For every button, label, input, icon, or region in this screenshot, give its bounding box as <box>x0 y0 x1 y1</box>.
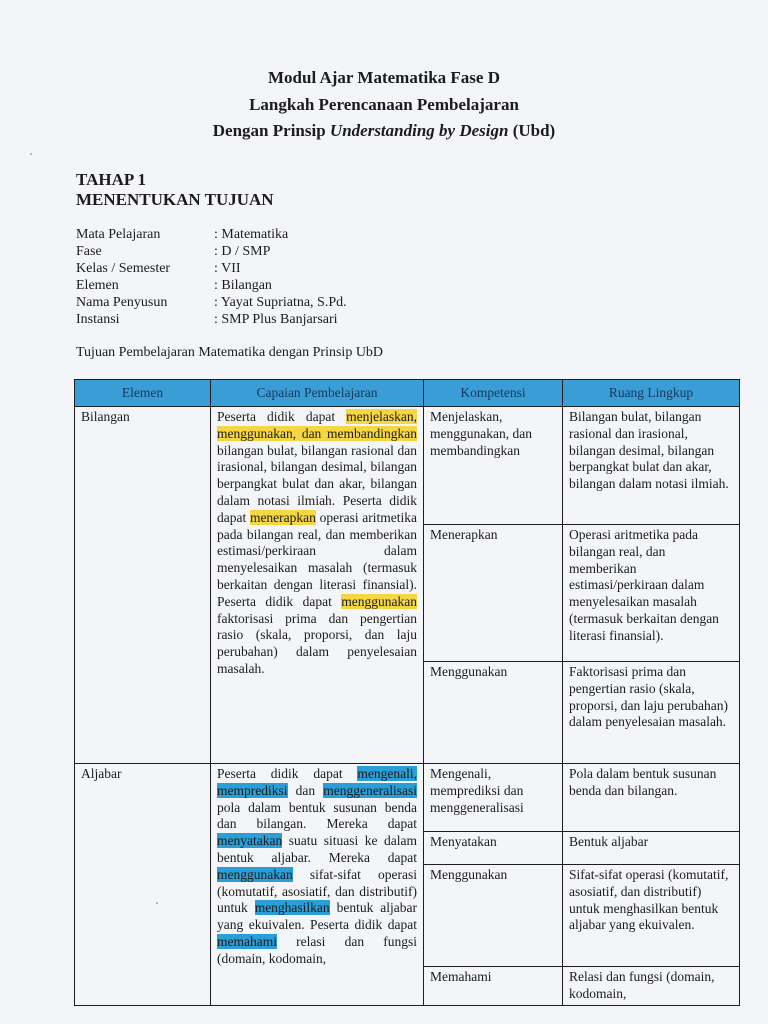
highlighted-verb: menggunakan <box>217 866 293 882</box>
highlighted-verb: menyatakan <box>217 833 283 849</box>
ruang-lingkup-cell: Operasi aritmetika pada bilangan real, dan memberikan estimasi/perkiraan dalam menyelesaikan masalah (termasuk berkaitan dengan literasi finansial). <box>563 525 740 662</box>
scan-speck <box>156 902 158 904</box>
kompetensi-cell: Menerapkan <box>424 525 563 662</box>
identity-row <box>76 277 347 294</box>
identity-key: Elemen <box>76 278 119 293</box>
identity-value: : Matematika <box>214 227 289 242</box>
kompetensi-cell: Menjelaskan, menggunakan, dan membandingkan <box>424 407 563 525</box>
identity-value: : Bilangan <box>214 278 272 293</box>
table-intro: Tujuan Pembelajaran Matematika dengan Prinsip UbD <box>76 345 384 360</box>
elemen-cell: Aljabar <box>75 764 211 1006</box>
highlighted-verb: menggunakan <box>341 593 417 609</box>
kompetensi-cell: Menyatakan <box>424 832 563 865</box>
highlighted-verb: menjelaskan, menggunakan, dan membandingkan <box>217 409 417 441</box>
kompetensi-cell: Menggunakan <box>424 662 563 764</box>
header-kompetensi: Kompetensi <box>424 380 563 407</box>
scan-speck <box>30 153 32 155</box>
ruang-lingkup-cell: Bentuk aljabar <box>563 832 740 865</box>
identity-key: Nama Penyusun <box>76 295 168 310</box>
identity-row <box>76 226 347 243</box>
identity-key: Instansi <box>76 312 120 327</box>
identity-key: Mata Pelajaran <box>76 227 161 242</box>
highlighted-verb: memahami <box>217 933 277 949</box>
module-subtitle: Langkah Perencanaan Pembelajaran <box>249 95 519 114</box>
module-title: Modul Ajar Matematika Fase D <box>268 68 500 87</box>
capaian-cell: Peserta didik dapat mengenali, memprediksi dan menggeneralisasi pola dalam bentuk susunan benda dan bilangan. Mereka dapat menyatakan suatu situasi ke dalam bentuk aljabar. Mereka dapat menggunakan sifat-sifat operasi (komutatif, asosiatif, dan distributif) untuk menghasilkan bentuk aljabar yang ekuivalen. Peserta didik dapat memahami relasi dan fungsi (domain, kodomain, <box>211 764 424 1006</box>
kompetensi-cell: Menggunakan <box>424 865 563 967</box>
stage-number: TAHAP 1 <box>76 170 147 189</box>
table-row <box>75 407 740 525</box>
identity-row <box>76 243 347 260</box>
table-row <box>75 764 740 832</box>
elemen-cell: Bilangan <box>75 407 211 764</box>
learning-objectives-table <box>74 379 740 1006</box>
highlighted-verb: menggeneralisasi <box>323 782 417 798</box>
stage-title: MENENTUKAN TUJUAN <box>76 190 274 209</box>
ruang-lingkup-cell: Pola dalam bentuk susunan benda dan bilangan. <box>563 764 740 832</box>
header-elemen: Elemen <box>75 380 211 407</box>
kompetensi-cell: Mengenali, memprediksi dan menggeneralisasi <box>424 764 563 832</box>
principle-suffix: (Ubd) <box>508 121 556 140</box>
identity-block <box>76 226 347 328</box>
table-header-row <box>75 380 740 407</box>
identity-row <box>76 311 347 328</box>
identity-value: : D / SMP <box>214 244 271 259</box>
capaian-cell: Peserta didik dapat menjelaskan, menggunakan, dan membandingkan bilangan bulat, bilangan rasional dan irasional, bilangan desimal, bilangan berpangkat bulat dan akar, bilangan dalam notasi ilmiah. Peserta didik dapat menerapkan operasi aritmetika pada bilangan real, dan memberikan estimasi/perkiraan dalam menyelesaikan masalah (termasuk berkaitan dengan literasi finansial). Peserta didik dapat menggunakan faktorisasi prima dan pengertian rasio (skala, proporsi, dan laju perubahan) dalam penyelesaian masalah. <box>211 407 424 764</box>
highlighted-verb: menghasilkan <box>254 900 330 916</box>
kompetensi-cell: Memahami <box>424 967 563 1006</box>
identity-value: : Yayat Supriatna, S.Pd. <box>214 295 347 310</box>
principle-prefix: Dengan Prinsip <box>212 121 330 140</box>
ruang-lingkup-cell: Faktorisasi prima dan pengertian rasio (skala, proporsi, dan laju perubahan) dalam penyelesaian masalah. <box>563 662 740 764</box>
identity-value: : VII <box>214 261 241 276</box>
module-principle <box>0 121 768 141</box>
ruang-lingkup-cell: Sifat-sifat operasi (komutatif, asosiatif, dan distributif) untuk menghasilkan bentuk aljabar yang ekuivalen. <box>563 865 740 967</box>
header-ruang-lingkup: Ruang Lingkup <box>563 380 740 407</box>
ruang-lingkup-cell: Bilangan bulat, bilangan rasional dan irasional, bilangan desimal, bilangan berpangkat bulat dan akar, bilangan dalam notasi ilmiah. <box>563 407 740 525</box>
header-capaian: Capaian Pembelajaran <box>211 380 424 407</box>
identity-value: : SMP Plus Banjarsari <box>214 312 338 327</box>
highlighted-verb: mengenali, memprediksi <box>217 766 417 798</box>
highlighted-verb: menerapkan <box>249 509 316 525</box>
identity-key: Kelas / Semester <box>76 261 171 276</box>
principle-italic: Understanding by Design <box>329 121 509 140</box>
identity-row <box>76 294 347 311</box>
ruang-lingkup-cell: Relasi dan fungsi (domain, kodomain, <box>563 967 740 1006</box>
identity-key: Fase <box>76 244 102 259</box>
identity-row <box>76 260 347 277</box>
